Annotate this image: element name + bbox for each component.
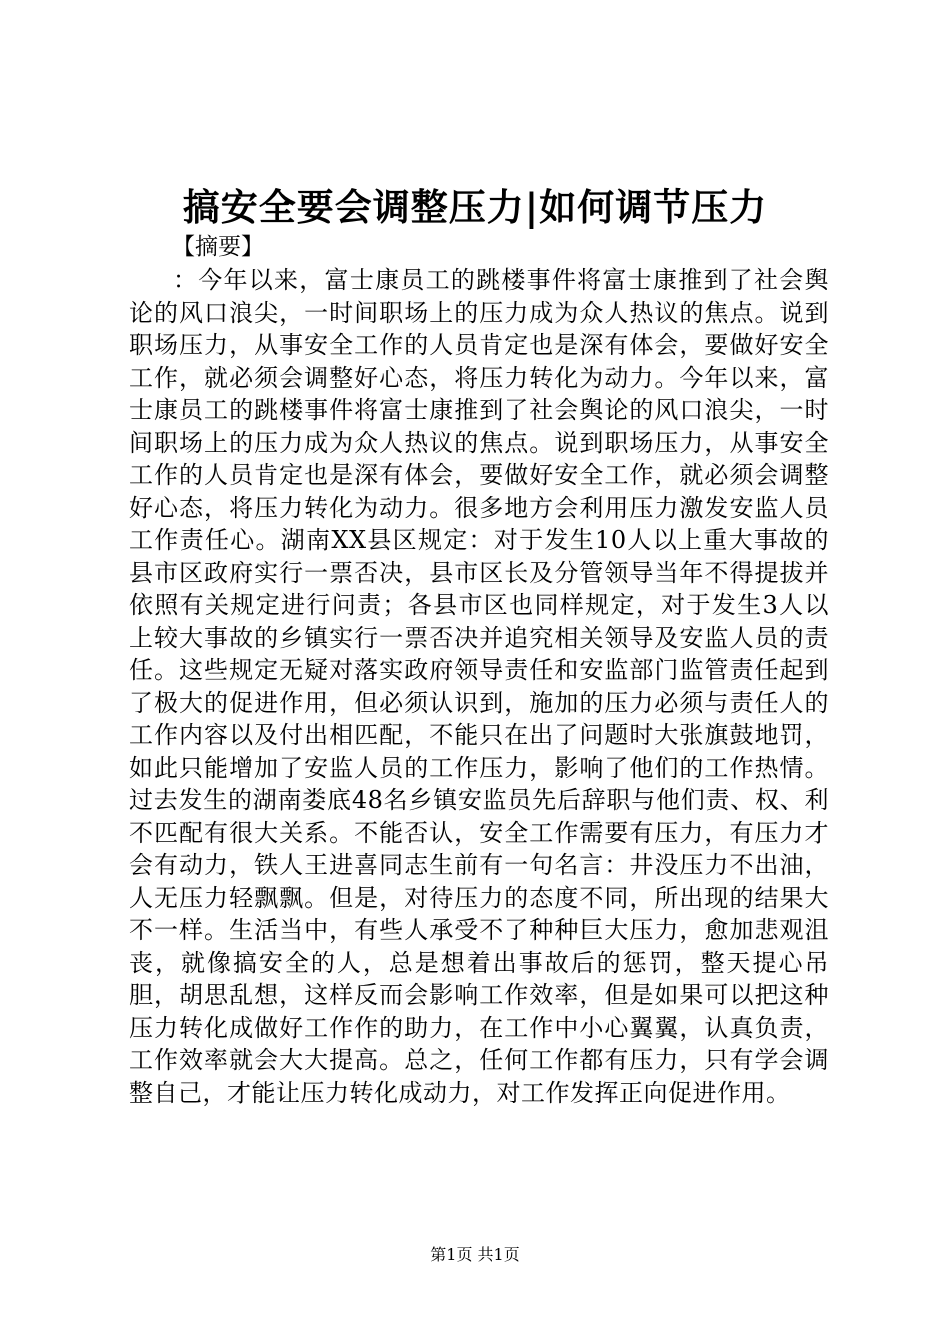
abstract-body: ：今年以来，富士康员工的跳楼事件将富士康推到了社会舆论的风口浪尖，一时间职场上的压力成为众人热议的焦点。说到职场压力，从事安全工作的人员肯定也是深有体会，要做好安全工作，就必须会调整好心态，将压力转化为动力。今年以来，富士康员工的跳楼事件将富士康推到了社会舆论的风口浪尖，一时间职场上的压力成为众人热议的焦点。说到职场压力，从事安全工作的人员肯定也是深有体会，要做好安全工作，就必须会调整好心态，将压力转化为动力。很多地方会利用压力激发安监人员工作责任心。湖南XX县区规定：对于发生10人以上重大事故的县市区政府实行一票否决，县市区长及分管领导当年不得提拔并依照有关规定进行问责；各县市区也同样规定，对于发生3人以上较大事故的乡镇实行一票否决并追究相关领导及安监人员的责任。这些规定无疑对落实政府领导责任和安监部门监管责任起到了极大的促进作用，但必须认识到，施加的压力必须与责任人的工作内容以及付出相匹配，不能只在出了问题时大张旗鼓地罚，如此只能增加了安监人员的工作压力，影响了他们的工作热情。过去发生的湖南娄底48名乡镇安监员先后辞职与他们责、权、利不匹配有很大关系。不能否认，安全工作需要有压力，有压力才会有动力，铁人王进喜同志生前有一句名言：井没压力不出油，人无压力轻飘飘。但是，对待压力的态度不同，所出现的结果大不一样。生活当中，有些人承受不了种种巨大压力，愈加悲观沮丧，就像搞安全的人，总是想着出事故后的惩罚，整天提心吊胆，胡思乱想，这样反而会影响工作效率，但是如果可以把这种压力转化成做好工作作的助力，在工作中小心翼翼，认真负责，工作效率就会大大提高。总之，任何工作都有压力，只有学会调整自己，才能让压力转化成动力，对工作发挥正向促进作用。 [129, 266, 829, 1107]
page-footer: 第1页 共1页 [430, 1245, 520, 1264]
document-title: 搞安全要会调整压力|如何调节压力 [182, 185, 768, 229]
abstract-label: 【摘要】 [172, 234, 264, 260]
